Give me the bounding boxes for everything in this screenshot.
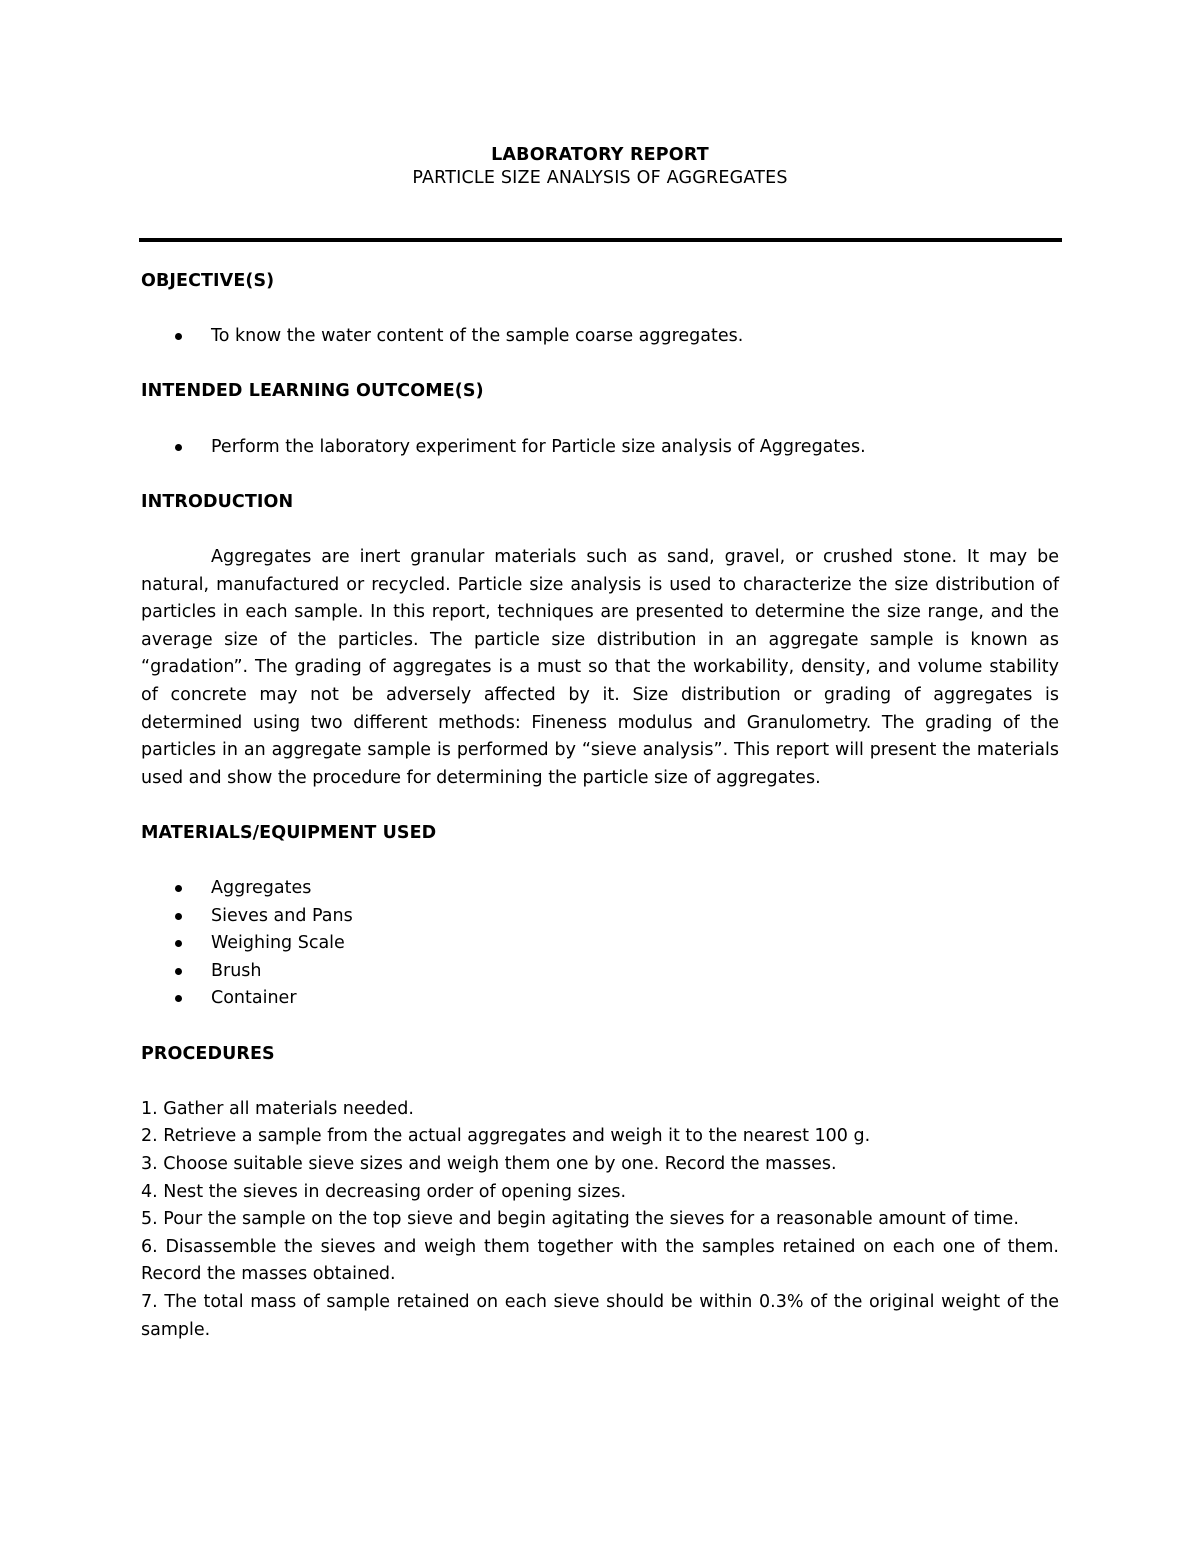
list-item — [141, 903, 1059, 931]
material-text: Weighing Scale — [211, 933, 345, 954]
objective-text: To know the water content of the sample coarse aggregates. — [211, 326, 744, 347]
bullet-icon — [175, 444, 182, 451]
outcome-text: Perform the laboratory experiment for Particle size analysis of Aggregates. — [211, 436, 866, 457]
objectives-heading: OBJECTIVE(S) — [141, 271, 275, 291]
procedure-step: 1. Gather all materials needed. — [141, 1098, 414, 1119]
procedure-step: 7. The total mass of sample retained on each sieve should be within 0.3% of the original weight of the sample. — [141, 1291, 1059, 1340]
list-item — [141, 875, 1059, 903]
procedure-step: 4. Nest the sieves in decreasing order of opening sizes. — [141, 1181, 627, 1202]
material-text: Brush — [211, 960, 262, 981]
bullet-icon — [175, 333, 182, 340]
procedure-step: 2. Retrieve a sample from the actual aggregates and weigh it to the nearest 100 g. — [141, 1126, 871, 1147]
list-item — [141, 930, 1059, 958]
list-item — [141, 985, 1059, 1013]
report-body — [141, 268, 1059, 1344]
procedure-step: 6. Disassemble the sieves and weigh them together with the samples retained on each one of them. Record the masses obtained. — [141, 1236, 1059, 1285]
list-item — [141, 323, 1059, 351]
report-title: LABORATORY REPORT — [491, 145, 709, 165]
title-divider — [139, 238, 1062, 242]
list-item — [141, 434, 1059, 462]
introduction-heading: INTRODUCTION — [141, 491, 294, 512]
bullet-icon — [175, 940, 182, 947]
objectives-list — [141, 323, 1059, 351]
list-item — [141, 958, 1059, 986]
bullet-icon — [175, 995, 182, 1002]
bullet-icon — [175, 885, 182, 892]
material-text: Sieves and Pans — [211, 905, 353, 926]
procedure-step: 3. Choose suitable sieve sizes and weigh them one by one. Record the masses. — [141, 1154, 837, 1174]
bullet-icon — [175, 968, 182, 975]
procedure-step: 5. Pour the sample on the top sieve and begin agitating the sieves for a reasonable amount of time. — [141, 1209, 1019, 1230]
materials-heading: MATERIALS/EQUIPMENT USED — [141, 822, 437, 843]
outcomes-heading: INTENDED LEARNING OUTCOME(S) — [141, 381, 484, 402]
procedures-list — [141, 1096, 1059, 1344]
materials-list — [141, 875, 1059, 1013]
bullet-icon — [175, 913, 182, 920]
procedures-heading: PROCEDURES — [141, 1043, 275, 1064]
report-subtitle: PARTICLE SIZE ANALYSIS OF AGGREGATES — [412, 168, 788, 188]
material-text: Container — [211, 988, 297, 1009]
material-text: Aggregates — [211, 878, 312, 899]
introduction-paragraph: Aggregates are inert granular materials such as sand, gravel, or crushed stone. It may be natural, manufactured or recycled. Particle size analysis is used to characterize the size distribution of particles in each sample. In this report, techniques are presented to determine the size range, and the average size of the particles. The particle size distribution in an aggregate sample is known as “gradation”. The grading of aggregates is a must so that the workability, density, and volume stability of concrete may not be adversely affected by it. Size distribution or grading of aggregates is determined using two different methods: Fineness modulus and Granulometry. The grading of the particles in an aggregate sample is performed by “sieve analysis”. This report will present the materials used and show the procedure for determining the particle size of aggregates. — [141, 546, 1059, 788]
outcomes-list — [141, 434, 1059, 462]
